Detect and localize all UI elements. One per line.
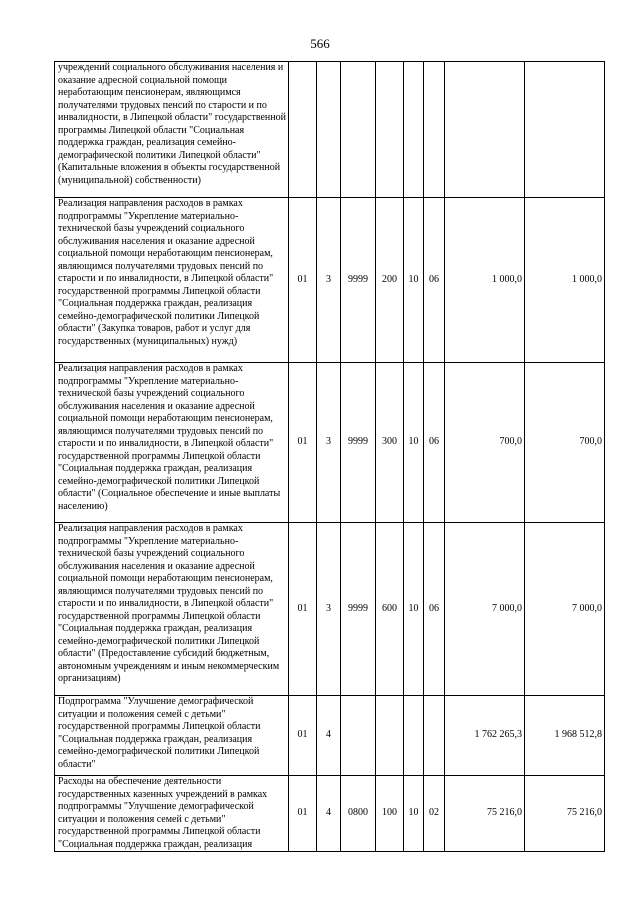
cell-program-code: 01: [289, 198, 317, 363]
cell-amount-year1: 75 216,0: [445, 776, 525, 852]
cell-subprogram-code: 4: [317, 776, 341, 852]
cell-description: Реализация направления расходов в рамках подпрограммы "Укрепление материально-технической базы учреждений социального обслуживания населения и оказание адресной социальной помощи неработающим пенсионерам, являющимся получателями трудовых пенсий по старости и по инвалидности, в Липецкой области" государственной программы Липецкой области "Социальная поддержка граждан, реализация семейно-демографической политики Липецкой области" (Закупка товаров, работ и услуг для государственных (муниципальных) нужд): [55, 198, 289, 363]
cell-program-code: 01: [289, 523, 317, 696]
cell-expense-type: [376, 696, 404, 776]
cell-description: учреждений социального обслуживания населения и оказание адресной социальной помощи неработающим пенсионерам, являющимся получателями трудовых пенсий по старости и по инвалидности, в Липецкой области" государственной программы Липецкой области "Социальная поддержка граждан, реализация семейно-демографической политики Липецкой области" (Капитальные вложения в объекты государственной (муниципальной) собственности): [55, 62, 289, 198]
cell-direction-code: 9999: [341, 363, 376, 523]
cell-subprogram-code: 4: [317, 696, 341, 776]
cell-program-code: [289, 62, 317, 198]
cell-subsection: 02: [424, 776, 445, 852]
table-row: [55, 523, 605, 696]
budget-table: [54, 61, 605, 852]
cell-direction-code: 9999: [341, 198, 376, 363]
cell-amount-year2: 75 216,0: [525, 776, 605, 852]
cell-description: Реализация направления расходов в рамках подпрограммы "Укрепление материально-технической базы учреждений социального обслуживания населения и оказание адресной социальной помощи неработающим пенсионерам, являющимся получателями трудовых пенсий по старости и по инвалидности, в Липецкой области" государственной программы Липецкой области "Социальная поддержка граждан, реализация семейно-демографической политики Липецкой области" (Социальное обеспечение и иные выплаты населению): [55, 363, 289, 523]
cell-section: [404, 62, 424, 198]
cell-amount-year2: 1 968 512,8: [525, 696, 605, 776]
cell-direction-code: 9999: [341, 523, 376, 696]
cell-description: Подпрограмма "Улучшение демографической ситуации и положения семей с детьми" государственной программы Липецкой области "Социальная поддержка граждан, реализация семейно-демографической политики Липецкой области": [55, 696, 289, 776]
cell-subsection: 06: [424, 198, 445, 363]
cell-amount-year2: 700,0: [525, 363, 605, 523]
cell-subsection: [424, 696, 445, 776]
cell-amount-year1: 7 000,0: [445, 523, 525, 696]
cell-amount-year2: [525, 62, 605, 198]
cell-amount-year1: 700,0: [445, 363, 525, 523]
table-row: [55, 62, 605, 198]
cell-section: 10: [404, 363, 424, 523]
cell-expense-type: 600: [376, 523, 404, 696]
cell-expense-type: [376, 62, 404, 198]
page-number: 566: [310, 36, 330, 51]
cell-subprogram-code: [317, 62, 341, 198]
cell-program-code: 01: [289, 696, 317, 776]
cell-amount-year2: 1 000,0: [525, 198, 605, 363]
cell-description: Расходы на обеспечение деятельности государственных казенных учреждений в рамках подпрограммы "Улучшение демографической ситуации и положения семей с детьми" государственной программы Липецкой области "Социальная поддержка граждан, реализация: [55, 776, 289, 852]
table-row: [55, 363, 605, 523]
cell-subsection: 06: [424, 363, 445, 523]
table-row: [55, 198, 605, 363]
cell-amount-year1: [445, 62, 525, 198]
table-row: [55, 696, 605, 776]
cell-expense-type: 100: [376, 776, 404, 852]
cell-amount-year2: 7 000,0: [525, 523, 605, 696]
cell-expense-type: 300: [376, 363, 404, 523]
cell-subsection: 06: [424, 523, 445, 696]
cell-section: 10: [404, 198, 424, 363]
cell-direction-code: [341, 62, 376, 198]
cell-amount-year1: 1 762 265,3: [445, 696, 525, 776]
cell-subprogram-code: 3: [317, 523, 341, 696]
cell-program-code: 01: [289, 363, 317, 523]
cell-description: Реализация направления расходов в рамках подпрограммы "Укрепление материально-технической базы учреждений социального обслуживания населения и оказание адресной социальной помощи неработающим пенсионерам, являющимся получателями трудовых пенсий по старости и по инвалидности, в Липецкой области" государственной программы Липецкой области "Социальная поддержка граждан, реализация семейно-демографической политики Липецкой области" (Предоставление субсидий бюджетным, автономным учреждениям и иным некоммерческим организациям): [55, 523, 289, 696]
cell-amount-year1: 1 000,0: [445, 198, 525, 363]
cell-direction-code: [341, 696, 376, 776]
cell-subsection: [424, 62, 445, 198]
cell-program-code: 01: [289, 776, 317, 852]
cell-section: 10: [404, 776, 424, 852]
cell-section: 10: [404, 523, 424, 696]
cell-subprogram-code: 3: [317, 198, 341, 363]
cell-subprogram-code: 3: [317, 363, 341, 523]
cell-expense-type: 200: [376, 198, 404, 363]
table-body: [55, 62, 605, 852]
table-row: [55, 776, 605, 852]
cell-section: [404, 696, 424, 776]
cell-direction-code: 0800: [341, 776, 376, 852]
